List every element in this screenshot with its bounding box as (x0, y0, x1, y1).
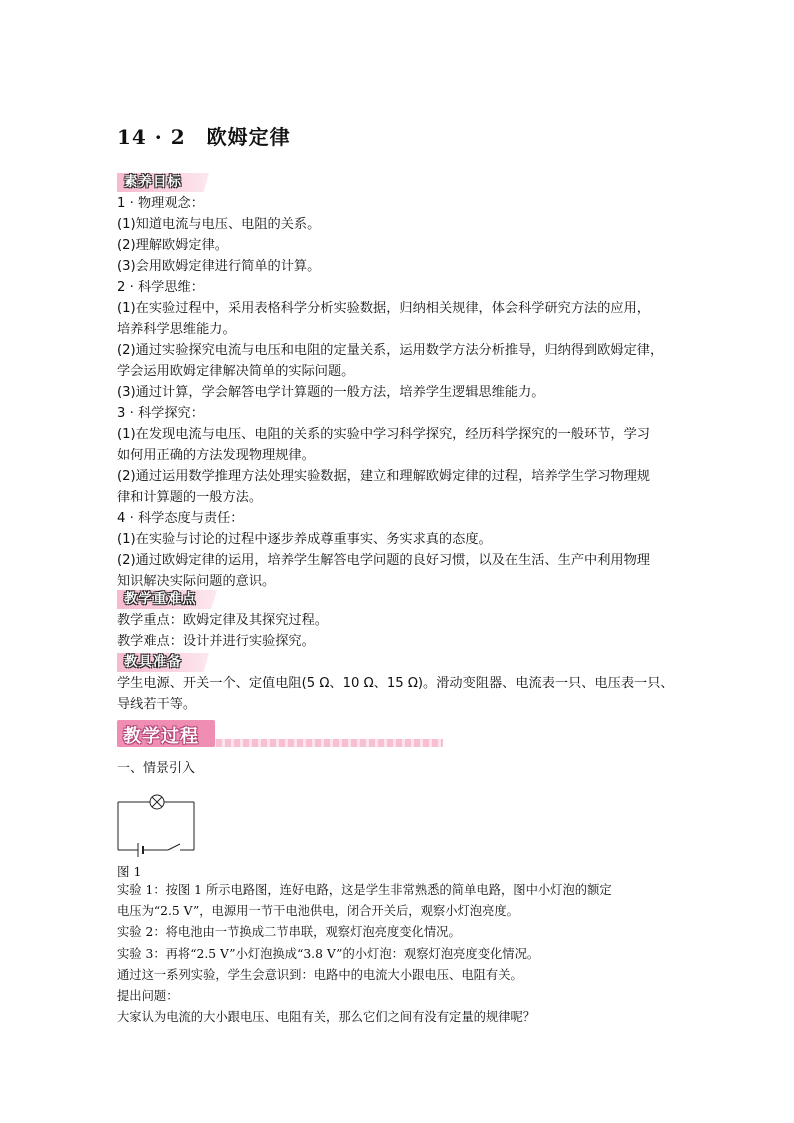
section-tag-tools (117, 653, 209, 672)
goals-line: (1)在发现电流与电压、电阻的关系的实验中学习科学探究，经历科学探究的一般环节，学习 (117, 427, 650, 442)
section-tag-goals (117, 173, 209, 192)
goals-line: 律和计算题的一般方法。 (117, 490, 263, 505)
goals-line: 培养科学思维能力。 (117, 322, 236, 337)
section-banner-process (117, 720, 443, 748)
goals-line: (3)会用欧姆定律进行简单的计算。 (117, 259, 321, 274)
goals-line: 2 · 科学思维： (117, 280, 204, 295)
tools-line: 导线若干等。 (117, 697, 197, 712)
goals-line: 知识解决实际问题的意识。 (117, 574, 276, 589)
experiment-line: 电压为“2.5 V”，电源用一节干电池供电，闭合开关后，观察小灯泡亮度。 (117, 904, 519, 919)
goals-list (117, 193, 685, 592)
tag-label: 教具准备 (124, 654, 182, 670)
experiments-text (117, 880, 687, 1028)
switch-lever (168, 844, 180, 850)
goals-line: (2)通过运用数学推理方法处理实验数据，建立和理解欧姆定律的过程，培养学生学习物理规 (117, 469, 650, 484)
banner-label: 教学过程 (123, 726, 199, 747)
experiment-line: 通过这一系列实验，学生会意识到：电路中的电流大小跟电压、电阻有关。 (117, 967, 523, 982)
goals-line: 4 · 科学态度与责任： (117, 511, 244, 526)
goals-line: (2)通过欧姆定律的运用，培养学生解答电学问题的良好习惯，以及在生活、生产中利用物理 (117, 553, 650, 568)
experiment-line: 大家认为电流的大小跟电压、电阻有关，那么它们之间有没有定量的规律呢？ (117, 1010, 536, 1025)
key-point-line: 教学难点：设计并进行实验探究。 (117, 634, 315, 649)
goals-line: (2)理解欧姆定律。 (117, 238, 228, 253)
goals-line: (1)在实验过程中，采用表格科学分析实验数据，归纳相关规律，体会科学研究方法的应用， (117, 301, 650, 316)
goals-line: (2)通过实验探究电流与电压和电阻的定量关系，运用数学方法分析推导，归纳得到欧姆定律， (117, 343, 664, 358)
circuit-diagram (110, 790, 210, 862)
goals-line: (3)通过计算，学会解答电学计算题的一般方法，培养学生逻辑思维能力。 (117, 385, 545, 400)
figure-caption: 图 1 (117, 864, 142, 879)
page-title: 14 · 2 欧姆定律 (117, 125, 291, 149)
key-point-line: 教学重点：欧姆定律及其探究过程。 (117, 613, 328, 628)
intro-heading: 一、情景引入 (117, 761, 196, 776)
experiment-line: 提出问题： (117, 989, 179, 1004)
tag-label: 素养目标 (124, 174, 182, 190)
tools-text (117, 673, 685, 715)
goals-line: (1)在实验与讨论的过程中逐步养成尊重事实、务实求真的态度。 (117, 532, 492, 547)
goals-line: 学会运用欧姆定律解决简单的实际问题。 (117, 364, 355, 379)
experiment-line: 实验 3：再将“2.5 V”小灯泡换成“3.8 V”的小灯泡：观察灯泡亮度变化情况。 (117, 946, 540, 961)
goals-line: 3 · 科学探究： (117, 406, 204, 421)
tools-line: 学生电源、开关一个、定值电阻(5 Ω、10 Ω、15 Ω)。滑动变阻器、电流表一只、电压表一只、 (117, 676, 674, 691)
key-points (117, 610, 685, 652)
goals-line: 如何用正确的方法发现物理规律。 (117, 448, 315, 463)
goals-line: (1)知道电流与电压、电阻的关系。 (117, 217, 321, 232)
experiment-line: 实验 2：将电池由一节换成二节串联，观察灯泡亮度变化情况。 (117, 925, 461, 940)
experiment-line: 实验 1：按图 1 所示电路图，连好电路，这是学生非常熟悉的简单电路，图中小灯泡的额定 (117, 883, 612, 897)
tag-label: 教学重难点 (124, 591, 197, 607)
goals-line: 1 · 物理观念： (117, 196, 204, 211)
section-tag-key-points (117, 590, 217, 609)
